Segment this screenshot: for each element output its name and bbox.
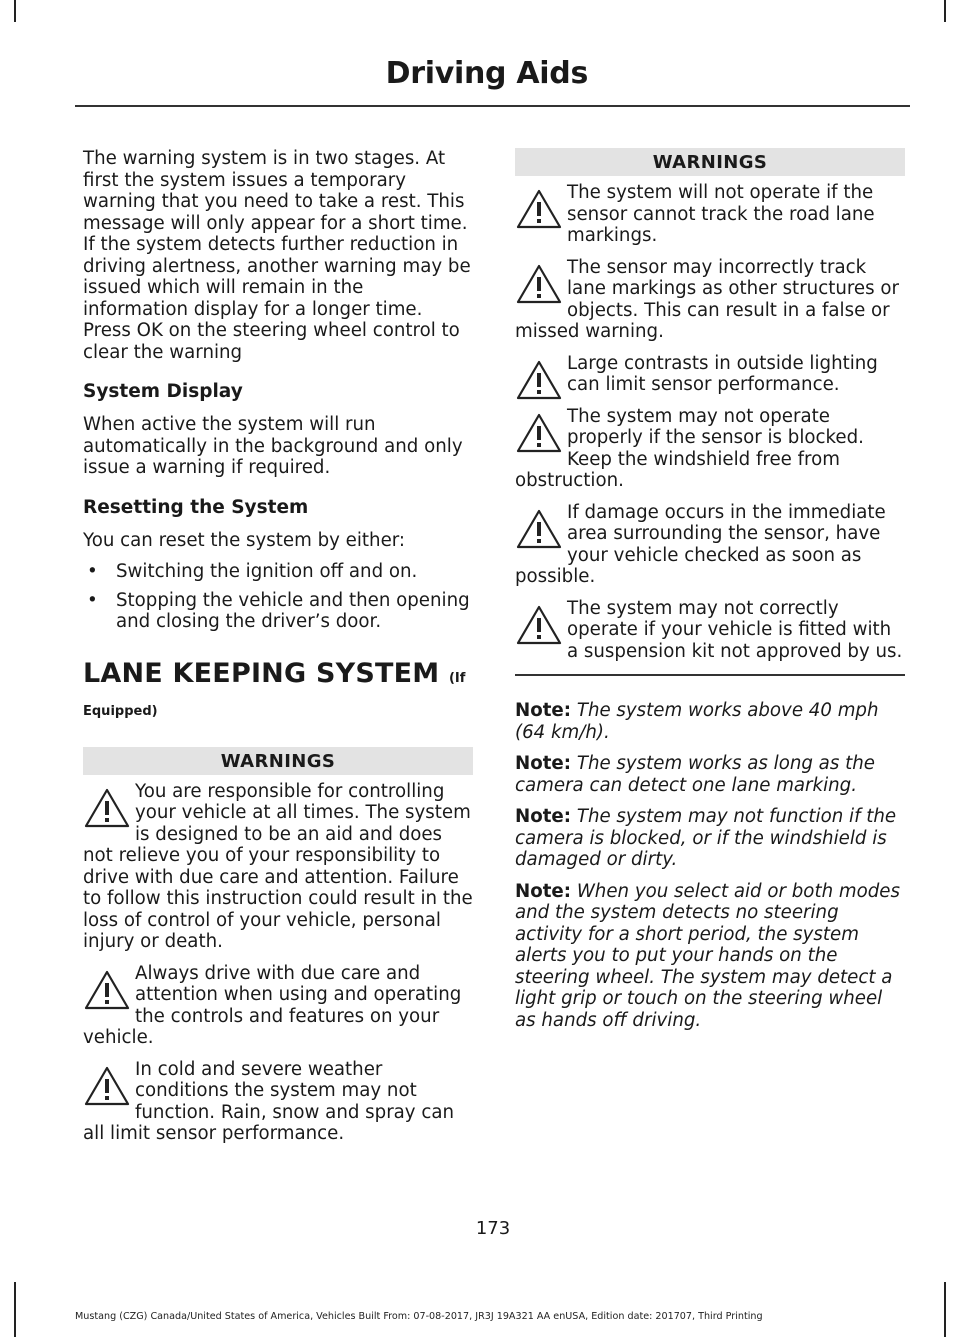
warning-triangle-icon: [515, 359, 565, 403]
resetting-text: You can reset the system by either:: [83, 529, 406, 551]
system-display-text: When active the system will run automatically in the background and only issue a warning if required.: [83, 414, 463, 478]
note-item: Note: The system works as long as the camera can detect one lane marking.: [515, 753, 875, 796]
reset-options-list: [83, 561, 473, 633]
warning-triangle-icon: [83, 969, 133, 1013]
warning-triangle-icon: [515, 508, 565, 552]
crop-mark: [14, 1282, 16, 1337]
warning-item: In cold and severe weather conditions the system may not function. Rain, snow and spray can all limit sensor performance.: [83, 1058, 455, 1144]
warning-triangle-icon: [515, 412, 565, 456]
note-item: Note: When you select aid or both modes and the system detects no steering activity for a short period, the system alerts you to put your hands on the steering wheel. The system may detect a light grip or touch on the steering wheel as hands off driving.: [515, 880, 900, 1031]
warning-item: The system will not operate if the sensor cannot track the road lane markings.: [515, 182, 905, 247]
warning-item: The sensor may incorrectly track lane markings as other structures or objects. This can result in a false or missed warning.: [515, 256, 899, 342]
section-title: LANE KEEPING SYSTEM (If: [83, 657, 466, 689]
footer-text: Mustang (CZG) Canada/United States of America, Vehicles Built From: 07-08-2017, JR3J 19A321 AA enUSA, Edition date: 201707, Third Printing: [75, 1311, 763, 1322]
list-item: • Switching the ignition off and on.: [87, 561, 418, 582]
page-number: 173: [475, 1218, 511, 1239]
crop-mark: [944, 1282, 946, 1337]
resetting-heading: Resetting the System: [83, 496, 309, 518]
right-column: [515, 148, 905, 1041]
warning-triangle-icon: [515, 263, 565, 307]
left-column: [83, 148, 473, 1155]
note-item: Note: The system may not function if the camera is blocked, or if the windshield is damaged or dirty.: [515, 806, 897, 870]
note-item: Note: The system works above 40 mph (64 km/h).: [515, 700, 879, 743]
warning-item: You are responsible for controlling your vehicle at all times. The system is designed to be an aid and does not relieve you of your responsibility to drive with due care and attention. Failure to follow this instruction could result in the loss of control of your vehicle, personal injury or death.: [83, 780, 473, 952]
equipped-note: Equipped): [83, 703, 158, 719]
page-header-title: Driving Aids: [385, 56, 588, 91]
header-rule: [75, 105, 910, 107]
bullet: •: [87, 561, 98, 582]
warning-triangle-icon: [83, 787, 133, 831]
warning-item: The system may not operate properly if the sensor is blocked. Keep the windshield free from obstruction.: [515, 405, 864, 491]
warning-triangle-icon: [83, 1065, 133, 1109]
warning-item: Always drive with due care and attention when using and operating the controls and features on your vehicle.: [83, 962, 462, 1048]
bullet: •: [87, 589, 98, 611]
system-display-heading: System Display: [83, 381, 243, 402]
warning-item: The system may not correctly operate if your vehicle is fitted with a suspension kit not approved by us.: [515, 598, 905, 663]
intro-paragraph: The warning system is in two stages. At first the system issues a temporary warning that you need to take a rest. This message will only appear for a short time. If the system detects further reduction in driving alertness, another warning may be issued which will remain in the information display for a longer time. Press OK on the steering wheel control to clear the warning: [83, 148, 471, 363]
warnings-header: WARNINGS: [515, 148, 905, 176]
warning-triangle-icon: [515, 604, 565, 648]
warning-triangle-icon: [515, 188, 565, 232]
warnings-header: WARNINGS: [83, 747, 473, 775]
crop-mark: [14, 0, 16, 22]
list-item: • Stopping the vehicle and then opening and closing the driver’s door.: [87, 589, 470, 632]
warning-item: If damage occurs in the immediate area surrounding the sensor, have your vehicle checked as soon as possible.: [515, 501, 886, 587]
warning-item: Large contrasts in outside lighting can limit sensor performance.: [515, 353, 905, 396]
crop-mark: [944, 0, 946, 22]
